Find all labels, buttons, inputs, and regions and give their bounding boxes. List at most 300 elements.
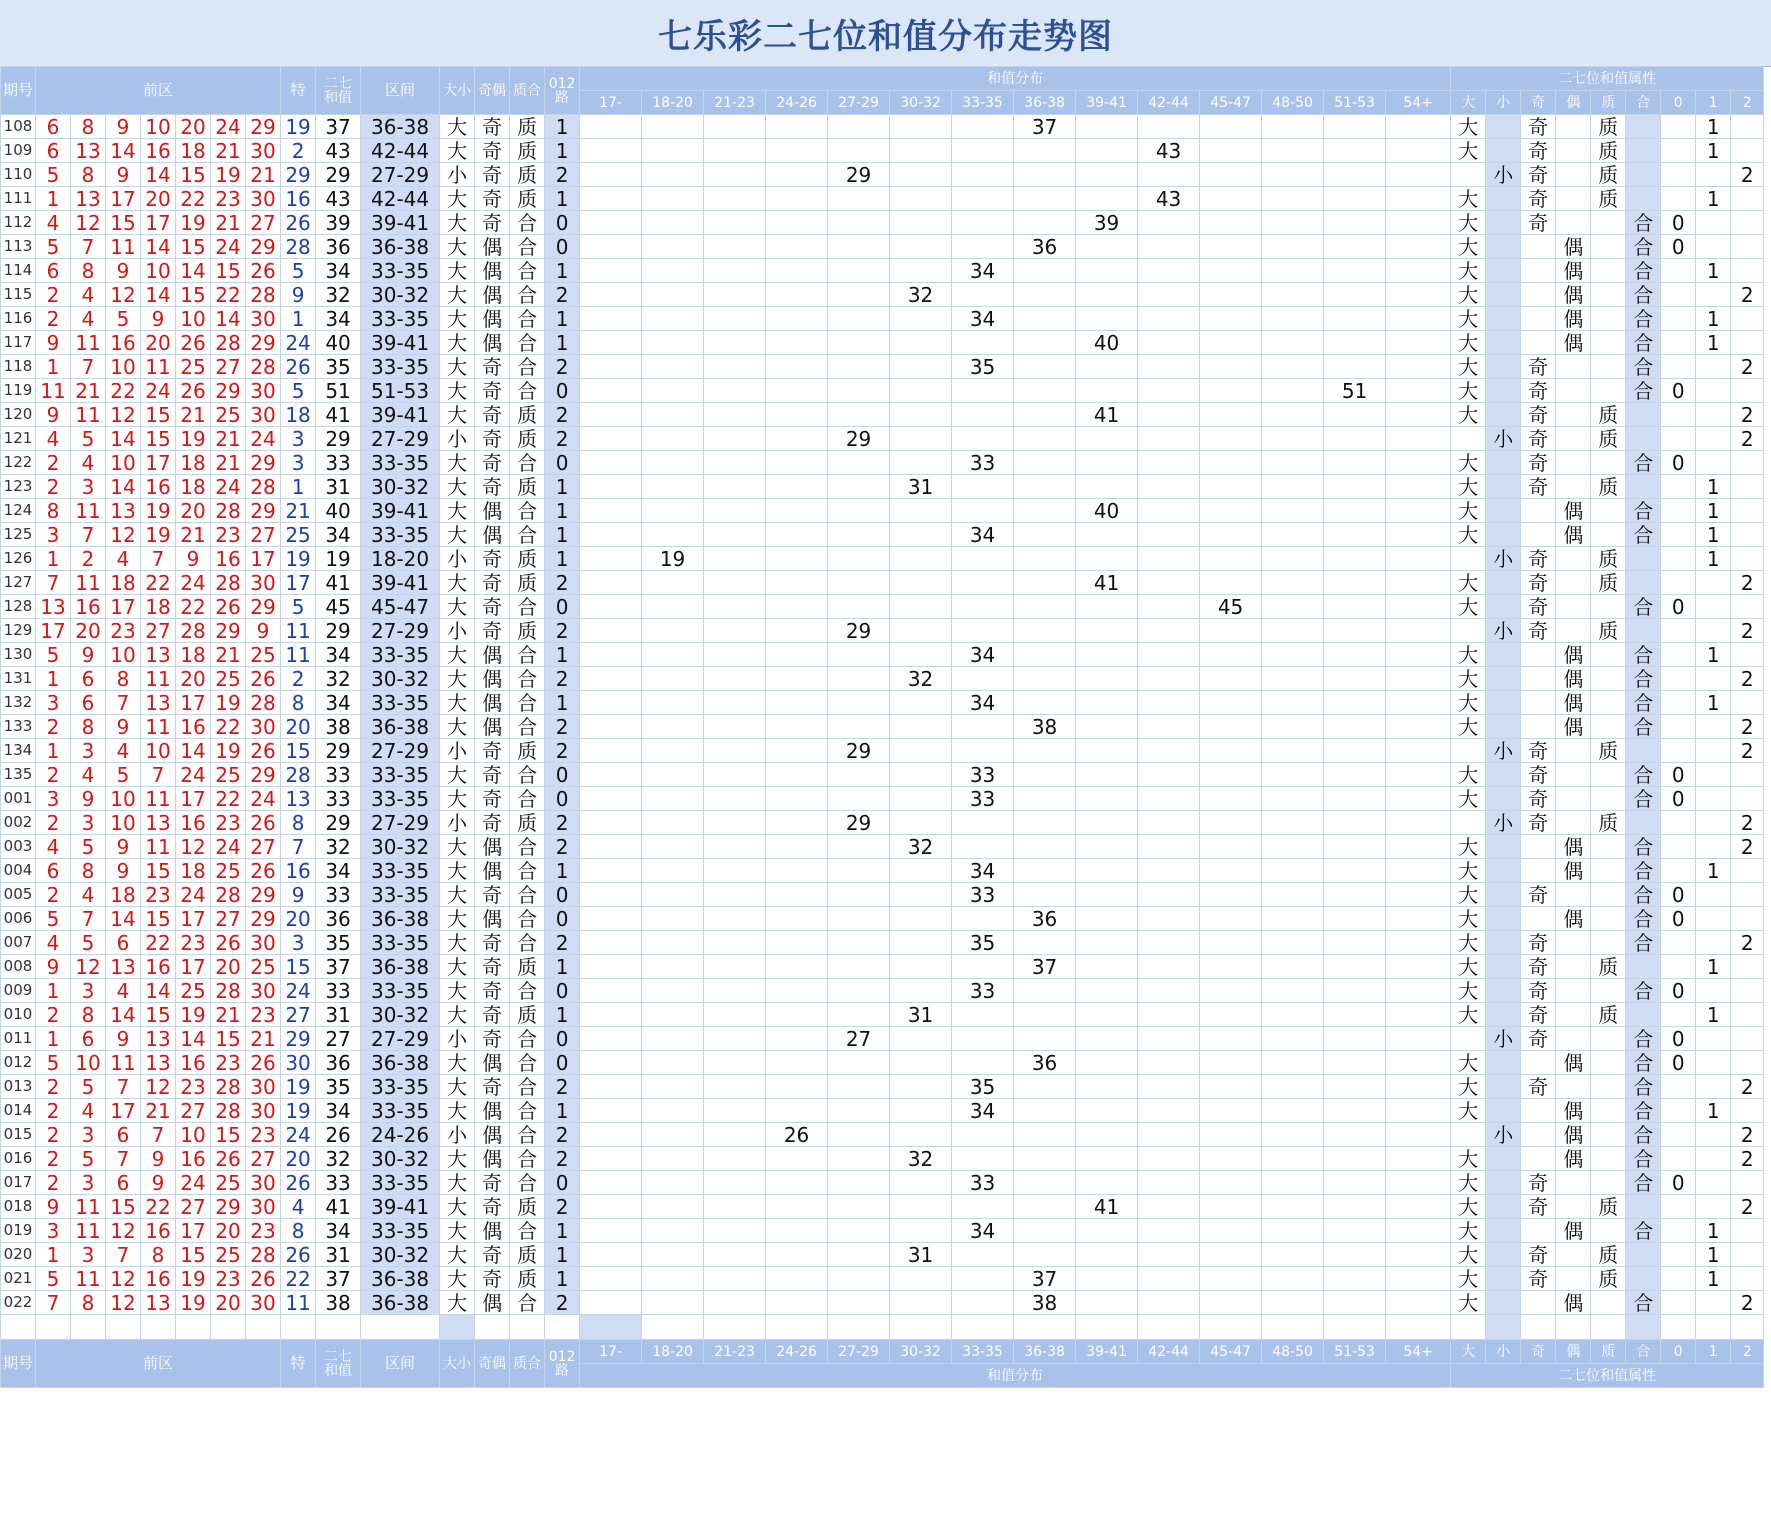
- attr-mark: [1731, 979, 1764, 1003]
- front-number: 2: [36, 475, 71, 499]
- route-value: 0: [545, 379, 580, 403]
- sum-dist-mark: [642, 787, 704, 811]
- header-primecomp: 质合: [510, 1340, 545, 1388]
- sum-dist-mark: [1138, 1147, 1200, 1171]
- route-value: 1: [545, 1003, 580, 1027]
- front-number: 18: [106, 571, 141, 595]
- front-number: 12: [141, 1075, 176, 1099]
- sum-dist-mark: [1262, 739, 1324, 763]
- bigsmall-value: 大: [440, 379, 475, 403]
- front-number: 6: [106, 1171, 141, 1195]
- attr-mark: [1521, 523, 1556, 547]
- sum-dist-mark: [580, 115, 642, 139]
- attr-mark: [1661, 859, 1696, 883]
- attr-mark: 奇: [1521, 403, 1556, 427]
- oddeven-value: 偶: [475, 307, 510, 331]
- attr-mark: 奇: [1521, 1075, 1556, 1099]
- sum-dist-mark: 31: [890, 1003, 952, 1027]
- sum-dist-mark: [580, 667, 642, 691]
- sum-dist-mark: [828, 931, 890, 955]
- attr-mark: [1556, 1195, 1591, 1219]
- sum-dist-mark: [1262, 1195, 1324, 1219]
- attr-mark: 质: [1591, 811, 1626, 835]
- table-row: [1, 883, 1764, 907]
- attr-mark: 小: [1486, 811, 1521, 835]
- attr-mark: 合: [1626, 1171, 1661, 1195]
- attr-mark: 合: [1626, 835, 1661, 859]
- attr-mark: 合: [1626, 667, 1661, 691]
- sum-dist-mark: [890, 1027, 952, 1051]
- front-number: 2: [36, 1003, 71, 1027]
- sum-dist-mark: [952, 955, 1014, 979]
- attr-mark: 合: [1626, 307, 1661, 331]
- sum-dist-mark: [1324, 787, 1386, 811]
- attr-mark: 大: [1451, 907, 1486, 931]
- attr-mark: [1626, 139, 1661, 163]
- attr-mark: 大: [1451, 691, 1486, 715]
- header-attr-col: 小: [1486, 1340, 1521, 1364]
- sum-dist-mark: 45: [1200, 595, 1262, 619]
- attr-mark: 0: [1661, 451, 1696, 475]
- sum-dist-mark: [642, 1123, 704, 1147]
- front-number: 25: [211, 763, 246, 787]
- front-number: 8: [71, 859, 106, 883]
- primecomp-value: 合: [510, 1099, 545, 1123]
- range-value: 27-29: [361, 739, 440, 763]
- front-number: 21: [176, 523, 211, 547]
- oddeven-value: 偶: [475, 523, 510, 547]
- sum-dist-mark: [704, 115, 766, 139]
- special-number: 25: [281, 523, 316, 547]
- attr-mark: 合: [1626, 259, 1661, 283]
- sum-value: 35: [316, 355, 361, 379]
- bigsmall-value: 小: [440, 739, 475, 763]
- sum-dist-mark: [580, 499, 642, 523]
- attr-mark: 大: [1451, 1075, 1486, 1099]
- sum-value: 41: [316, 1195, 361, 1219]
- period-cell: 117: [1, 331, 36, 355]
- sum-dist-mark: [766, 187, 828, 211]
- attr-mark: 奇: [1521, 427, 1556, 451]
- spacer-cell: [361, 1315, 440, 1340]
- attr-mark: 1: [1696, 259, 1731, 283]
- front-number: 12: [106, 1267, 141, 1291]
- sum-dist-mark: [1324, 1195, 1386, 1219]
- sum-dist-mark: [1324, 931, 1386, 955]
- sum-dist-mark: [1324, 643, 1386, 667]
- front-number: 4: [36, 211, 71, 235]
- attr-mark: 偶: [1556, 1123, 1591, 1147]
- front-number: 26: [246, 1267, 281, 1291]
- sum-dist-mark: [890, 1075, 952, 1099]
- sum-dist-mark: [890, 1219, 952, 1243]
- bigsmall-value: 小: [440, 163, 475, 187]
- sum-dist-mark: [642, 355, 704, 379]
- attr-mark: [1556, 811, 1591, 835]
- sum-dist-mark: [890, 619, 952, 643]
- front-number: 2: [36, 1171, 71, 1195]
- sum-value: 34: [316, 523, 361, 547]
- attr-mark: 合: [1626, 211, 1661, 235]
- sum-dist-mark: [642, 235, 704, 259]
- front-number: 2: [36, 715, 71, 739]
- sum-dist-mark: [1262, 163, 1324, 187]
- front-number: 24: [211, 835, 246, 859]
- attr-mark: [1696, 235, 1731, 259]
- sum-dist-mark: [1386, 427, 1451, 451]
- attr-mark: 合: [1626, 1123, 1661, 1147]
- attr-mark: 质: [1591, 547, 1626, 571]
- sum-dist-mark: [1386, 475, 1451, 499]
- special-number: 8: [281, 691, 316, 715]
- sum-dist-mark: [766, 763, 828, 787]
- sum-dist-mark: [890, 955, 952, 979]
- front-number: 13: [141, 811, 176, 835]
- attr-mark: [1626, 163, 1661, 187]
- sum-dist-mark: [642, 1003, 704, 1027]
- sum-dist-mark: [952, 1003, 1014, 1027]
- special-number: 3: [281, 931, 316, 955]
- sum-dist-mark: [952, 811, 1014, 835]
- sum-dist-mark: [1324, 715, 1386, 739]
- range-value: 36-38: [361, 235, 440, 259]
- sum-value: 45: [316, 595, 361, 619]
- sum-dist-mark: [1262, 979, 1324, 1003]
- route-value: 2: [545, 427, 580, 451]
- sum-dist-mark: [704, 499, 766, 523]
- front-number: 27: [211, 907, 246, 931]
- sum-value: 29: [316, 739, 361, 763]
- primecomp-value: 合: [510, 331, 545, 355]
- front-number: 10: [71, 1051, 106, 1075]
- attr-mark: [1591, 235, 1626, 259]
- front-number: 20: [211, 1219, 246, 1243]
- sum-dist-mark: [828, 691, 890, 715]
- attr-mark: [1486, 259, 1521, 283]
- sum-dist-mark: [1076, 139, 1138, 163]
- sum-dist-mark: [1386, 835, 1451, 859]
- range-value: 45-47: [361, 595, 440, 619]
- sum-dist-mark: [1324, 259, 1386, 283]
- sum-dist-mark: [704, 907, 766, 931]
- sum-value: 29: [316, 619, 361, 643]
- sum-dist-mark: [1262, 811, 1324, 835]
- attr-mark: [1521, 835, 1556, 859]
- route-value: 1: [545, 187, 580, 211]
- attr-mark: [1731, 643, 1764, 667]
- route-value: 0: [545, 595, 580, 619]
- attr-mark: 合: [1626, 379, 1661, 403]
- primecomp-value: 合: [510, 931, 545, 955]
- sum-dist-mark: [952, 739, 1014, 763]
- sum-dist-mark: [1262, 715, 1324, 739]
- primecomp-value: 合: [510, 907, 545, 931]
- front-number: 14: [106, 139, 141, 163]
- attr-mark: [1661, 475, 1696, 499]
- front-number: 14: [176, 1027, 211, 1051]
- attr-mark: 1: [1696, 1267, 1731, 1291]
- sum-dist-mark: [580, 355, 642, 379]
- route-value: 0: [545, 979, 580, 1003]
- header-route: 012 路: [545, 67, 580, 115]
- sum-dist-mark: [1262, 1051, 1324, 1075]
- sum-dist-mark: [1014, 595, 1076, 619]
- attr-mark: 2: [1731, 715, 1764, 739]
- sum-dist-mark: [952, 835, 1014, 859]
- front-number: 22: [106, 379, 141, 403]
- attr-mark: [1591, 1171, 1626, 1195]
- attr-mark: [1731, 331, 1764, 355]
- range-value: 33-35: [361, 451, 440, 475]
- attr-mark: [1696, 571, 1731, 595]
- attr-mark: 大: [1451, 235, 1486, 259]
- primecomp-value: 合: [510, 1123, 545, 1147]
- oddeven-value: 偶: [475, 715, 510, 739]
- header-range-col: 27-29: [828, 1340, 890, 1364]
- bigsmall-value: 大: [440, 1195, 475, 1219]
- front-number: 30: [246, 187, 281, 211]
- sum-value: 34: [316, 691, 361, 715]
- sum-dist-mark: 31: [890, 1243, 952, 1267]
- primecomp-value: 合: [510, 595, 545, 619]
- attr-mark: [1661, 163, 1696, 187]
- front-number: 26: [211, 1147, 246, 1171]
- special-number: 8: [281, 811, 316, 835]
- sum-value: 38: [316, 715, 361, 739]
- sum-dist-mark: [766, 499, 828, 523]
- sum-value: 34: [316, 859, 361, 883]
- table-row: [1, 235, 1764, 259]
- attr-mark: [1731, 139, 1764, 163]
- sum-dist-mark: [766, 283, 828, 307]
- attr-mark: [1486, 1051, 1521, 1075]
- sum-value: 43: [316, 187, 361, 211]
- front-number: 21: [211, 1003, 246, 1027]
- front-number: 3: [71, 1243, 106, 1267]
- sum-dist-mark: [1138, 691, 1200, 715]
- primecomp-value: 质: [510, 619, 545, 643]
- period-cell: 115: [1, 283, 36, 307]
- front-number: 4: [71, 883, 106, 907]
- range-value: 33-35: [361, 1075, 440, 1099]
- period-cell: 126: [1, 547, 36, 571]
- header-range-col: 54+: [1386, 1340, 1451, 1364]
- sum-dist-mark: [704, 355, 766, 379]
- sum-dist-mark: [1138, 211, 1200, 235]
- front-number: 27: [246, 523, 281, 547]
- attr-mark: [1626, 115, 1661, 139]
- sum-dist-mark: [1014, 211, 1076, 235]
- attr-mark: [1661, 115, 1696, 139]
- attr-mark: 大: [1451, 883, 1486, 907]
- sum-dist-mark: [1324, 763, 1386, 787]
- front-number: 17: [141, 451, 176, 475]
- attr-mark: [1696, 979, 1731, 1003]
- attr-mark: [1661, 307, 1696, 331]
- sum-dist-mark: [1262, 235, 1324, 259]
- front-number: 3: [71, 739, 106, 763]
- attr-mark: [1521, 499, 1556, 523]
- spacer-cell: [440, 1315, 475, 1340]
- route-value: 2: [545, 619, 580, 643]
- spacer-cell: [1451, 1315, 1486, 1340]
- front-number: 8: [141, 1243, 176, 1267]
- special-number: 11: [281, 643, 316, 667]
- period-cell: 012: [1, 1051, 36, 1075]
- front-number: 30: [246, 1195, 281, 1219]
- attr-mark: [1556, 763, 1591, 787]
- front-number: 30: [246, 571, 281, 595]
- sum-dist-mark: [1262, 307, 1324, 331]
- attr-mark: [1696, 211, 1731, 235]
- front-number: 15: [141, 403, 176, 427]
- sum-dist-mark: [642, 739, 704, 763]
- front-number: 14: [106, 475, 141, 499]
- sum-dist-mark: [704, 787, 766, 811]
- oddeven-value: 奇: [475, 403, 510, 427]
- header-range-col: 48-50: [1262, 1340, 1324, 1364]
- attr-mark: 1: [1696, 547, 1731, 571]
- sum-dist-mark: [952, 715, 1014, 739]
- sum-value: 37: [316, 1267, 361, 1291]
- sum-dist-mark: [580, 1075, 642, 1099]
- sum-dist-mark: 29: [828, 739, 890, 763]
- primecomp-value: 合: [510, 355, 545, 379]
- sum-dist-mark: [1014, 763, 1076, 787]
- attr-mark: 大: [1451, 115, 1486, 139]
- attr-mark: 合: [1626, 643, 1661, 667]
- sum-dist-mark: [642, 163, 704, 187]
- sum-dist-mark: [1262, 859, 1324, 883]
- attr-mark: 1: [1696, 1219, 1731, 1243]
- front-number: 13: [141, 691, 176, 715]
- table-row: [1, 379, 1764, 403]
- sum-dist-mark: [642, 139, 704, 163]
- front-number: 4: [71, 451, 106, 475]
- sum-value: 40: [316, 499, 361, 523]
- attr-mark: [1626, 1243, 1661, 1267]
- attr-mark: [1731, 475, 1764, 499]
- sum-dist-mark: [1324, 739, 1386, 763]
- sum-dist-mark: [1076, 115, 1138, 139]
- sum-dist-mark: [1076, 1267, 1138, 1291]
- front-number: 4: [36, 835, 71, 859]
- route-value: 1: [545, 307, 580, 331]
- attr-mark: 大: [1451, 283, 1486, 307]
- oddeven-value: 偶: [475, 1219, 510, 1243]
- header-range-col: 21-23: [704, 1340, 766, 1364]
- attr-mark: 大: [1451, 1099, 1486, 1123]
- primecomp-value: 合: [510, 451, 545, 475]
- sum-dist-mark: [1262, 1099, 1324, 1123]
- attr-mark: 合: [1626, 451, 1661, 475]
- sum-dist-mark: [890, 355, 952, 379]
- attr-mark: [1731, 235, 1764, 259]
- primecomp-value: 合: [510, 523, 545, 547]
- header-range-col: 17-: [580, 91, 642, 115]
- sum-dist-mark: 29: [828, 811, 890, 835]
- attr-mark: [1486, 499, 1521, 523]
- range-value: 39-41: [361, 331, 440, 355]
- special-number: 28: [281, 235, 316, 259]
- period-cell: 005: [1, 883, 36, 907]
- sum-dist-mark: [766, 259, 828, 283]
- front-number: 17: [36, 619, 71, 643]
- sum-dist-mark: [890, 715, 952, 739]
- sum-dist-mark: [1076, 1003, 1138, 1027]
- header-range-col: 18-20: [642, 91, 704, 115]
- sum-dist-mark: [704, 475, 766, 499]
- bigsmall-value: 大: [440, 571, 475, 595]
- bigsmall-value: 大: [440, 763, 475, 787]
- header-range: 区间: [361, 67, 440, 115]
- sum-dist-mark: [642, 427, 704, 451]
- special-number: 24: [281, 979, 316, 1003]
- attr-mark: [1556, 787, 1591, 811]
- attr-mark: [1521, 643, 1556, 667]
- front-number: 6: [36, 115, 71, 139]
- attr-mark: [1556, 883, 1591, 907]
- oddeven-value: 偶: [475, 331, 510, 355]
- front-number: 18: [176, 643, 211, 667]
- sum-dist-mark: [1386, 1027, 1451, 1051]
- sum-value: 43: [316, 139, 361, 163]
- front-number: 2: [36, 307, 71, 331]
- sum-dist-mark: [1138, 571, 1200, 595]
- sum-dist-mark: [642, 979, 704, 1003]
- front-number: 4: [71, 307, 106, 331]
- table-row: [1, 547, 1764, 571]
- sum-dist-mark: [704, 523, 766, 547]
- sum-dist-mark: [1262, 883, 1324, 907]
- range-value: 36-38: [361, 1291, 440, 1315]
- sum-dist-mark: [766, 211, 828, 235]
- oddeven-value: 奇: [475, 1171, 510, 1195]
- attr-mark: [1556, 139, 1591, 163]
- attr-mark: [1731, 1243, 1764, 1267]
- sum-dist-mark: [766, 355, 828, 379]
- front-number: 23: [106, 619, 141, 643]
- attr-mark: [1731, 907, 1764, 931]
- front-number: 7: [106, 691, 141, 715]
- attr-mark: 大: [1451, 523, 1486, 547]
- attr-mark: [1486, 931, 1521, 955]
- sum-dist-mark: [1262, 571, 1324, 595]
- sum-dist-mark: 33: [952, 763, 1014, 787]
- special-number: 9: [281, 883, 316, 907]
- attr-mark: 0: [1661, 979, 1696, 1003]
- sum-dist-mark: [1076, 739, 1138, 763]
- sum-dist-mark: [580, 379, 642, 403]
- sum-dist-mark: [1014, 1219, 1076, 1243]
- sum-dist-mark: [642, 1075, 704, 1099]
- primecomp-value: 合: [510, 1075, 545, 1099]
- sum-dist-mark: [1324, 307, 1386, 331]
- sum-dist-mark: [704, 1003, 766, 1027]
- front-number: 5: [71, 1075, 106, 1099]
- sum-dist-mark: [1386, 859, 1451, 883]
- sum-value: 37: [316, 955, 361, 979]
- sum-dist-mark: [642, 643, 704, 667]
- oddeven-value: 奇: [475, 619, 510, 643]
- sum-dist-mark: [1200, 1099, 1262, 1123]
- sum-dist-mark: [1386, 691, 1451, 715]
- front-number: 26: [211, 931, 246, 955]
- attr-mark: 奇: [1521, 187, 1556, 211]
- sum-dist-mark: [1076, 979, 1138, 1003]
- attr-mark: 大: [1451, 1051, 1486, 1075]
- attr-mark: [1731, 115, 1764, 139]
